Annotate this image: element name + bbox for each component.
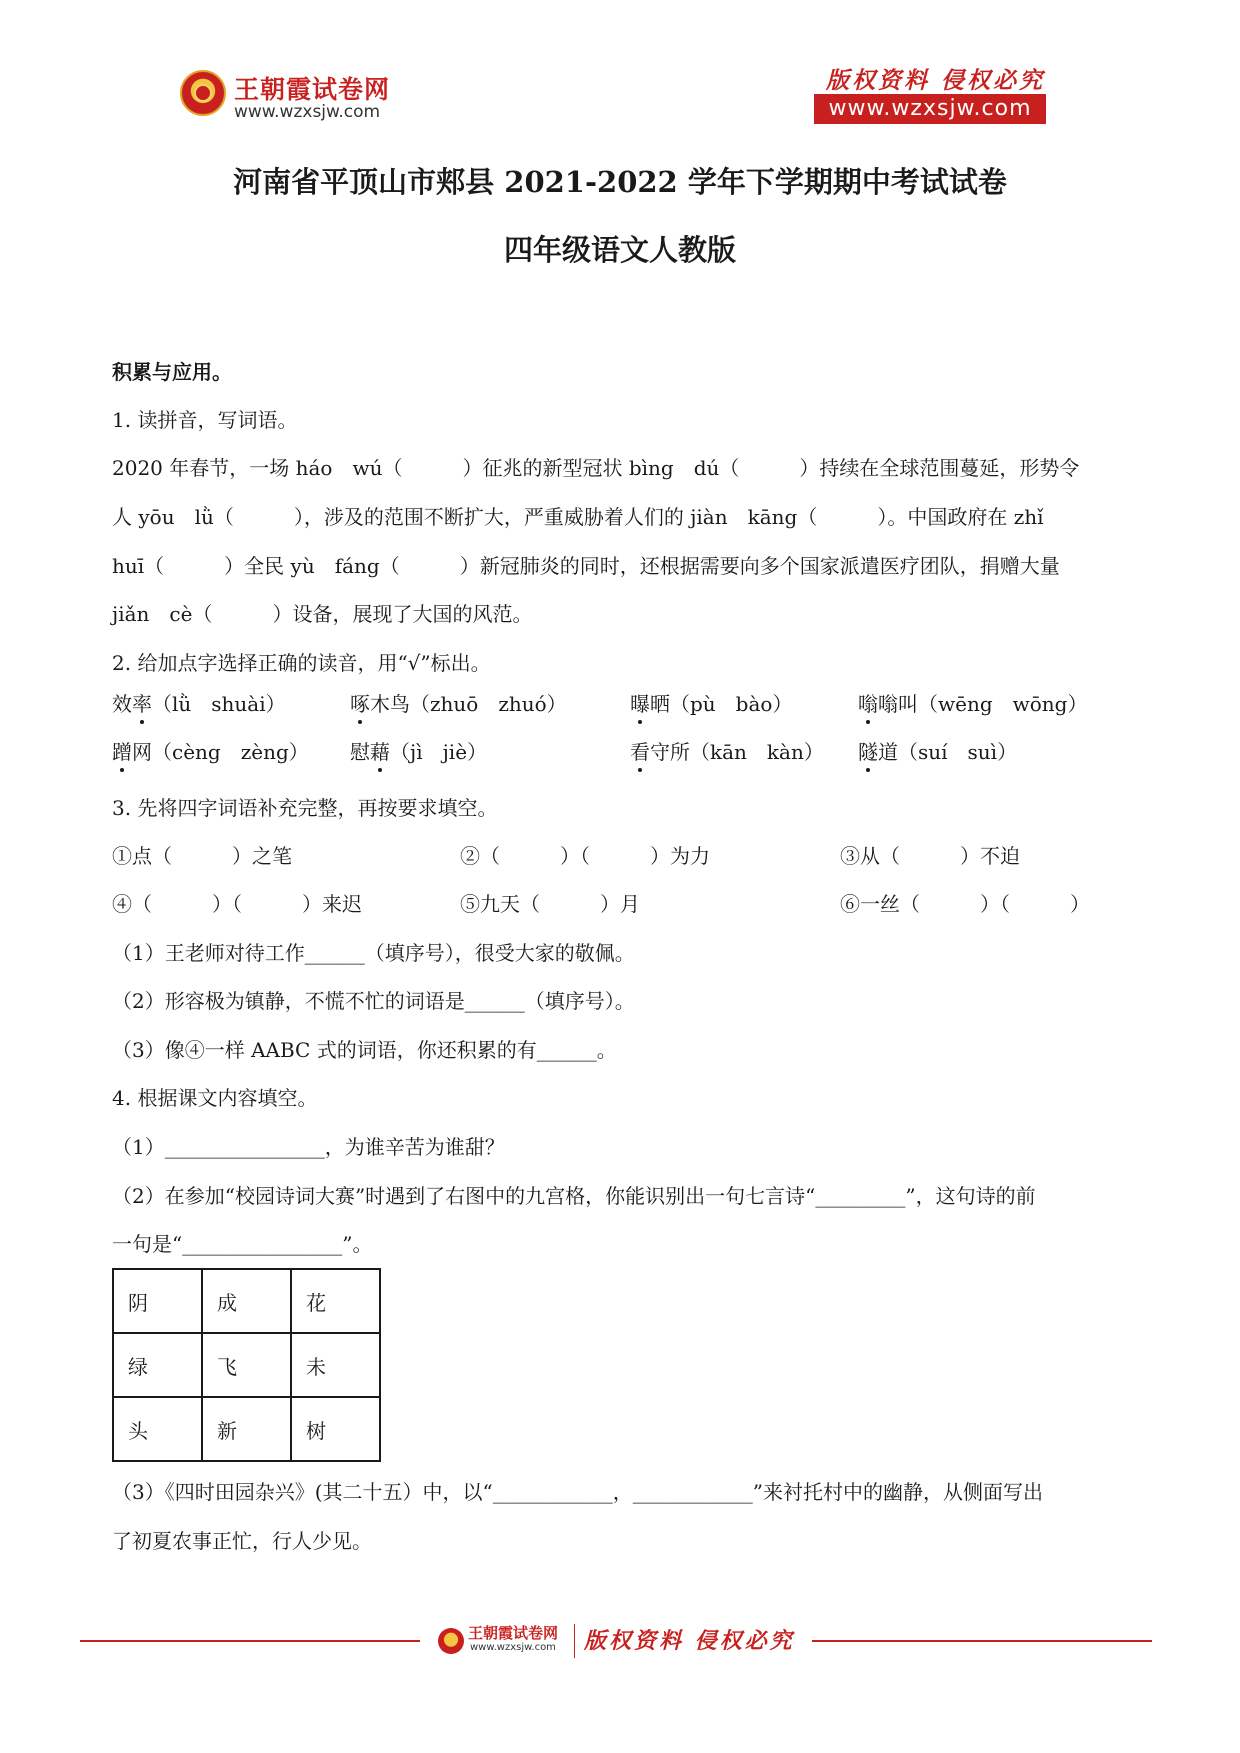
footer-divider: [812, 1640, 1152, 1642]
idiom-item: ②（ ）（ ）为力: [460, 844, 710, 868]
q3-sub: （3）像④一样 AABC 式的词语，你还积累的有______。: [112, 1038, 617, 1062]
footer-logo-url: www.wzxsjw.com: [470, 1642, 556, 1653]
q2-item: 曝晒（pù bào）: [630, 688, 792, 717]
q2-item: 隧道（suí suì）: [858, 736, 1017, 765]
q2-item: 蹭网（cèng zèng）: [112, 736, 309, 765]
exam-subtitle: 四年级语文人教版: [503, 233, 736, 267]
footer-logo-icon: [438, 1628, 464, 1654]
logo-name: 王朝霞试卷网: [234, 75, 391, 104]
footer-separator: [574, 1624, 575, 1658]
q4-sub: 一句是“________________”。: [112, 1232, 373, 1256]
q4-sub: （3）《四时田园杂兴》(其二十五）中，以“____________，____________”来衬托村中的幽静，从侧面写出: [112, 1480, 1043, 1504]
q1-line: jiǎn cè（ ）设备，展现了大国的风范。: [112, 602, 533, 626]
q2-heading: 2. 给加点字选择正确的读音，用“√”标出。: [112, 651, 491, 675]
footer-copyright: 版权资料 侵权必究: [584, 1628, 795, 1654]
dotted-char: 嗡: [858, 688, 878, 717]
idiom-item: ⑥一丝（ ）（ ）: [840, 892, 1090, 916]
q1-line: huī（ ）全民 yù fáng（ ）新冠肺炎的同时，还根据需要向多个国家派遣医疗团队，捐赠大量: [112, 554, 1060, 578]
dotted-char: 隧: [858, 736, 878, 765]
footer-divider: [80, 1640, 420, 1642]
q1-heading: 1. 读拼音，写词语。: [112, 408, 298, 432]
q2-item: 慰藉（jì jiè）: [350, 736, 487, 765]
logo-url: www.wzxsjw.com: [234, 102, 381, 122]
footer-logo-name: 王朝霞试卷网: [468, 1624, 559, 1642]
grid-cell: 成: [202, 1269, 291, 1333]
q2-item: 效率（lǜ shuài）: [112, 688, 286, 717]
q4-heading: 4. 根据课文内容填空。: [112, 1086, 318, 1110]
idiom-item: ⑤九天（ ）月: [460, 892, 640, 916]
q4-sub: （1）________________，为谁辛苦为谁甜？: [112, 1135, 505, 1159]
dotted-char: 啄: [350, 688, 370, 717]
dotted-char: 曝: [630, 688, 650, 717]
logo-emblem-icon: [180, 70, 226, 116]
idiom-item: ①点（ ）之笔: [112, 844, 292, 868]
q1-line: 2020 年春节，一场 háo wú（ ）征兆的新型冠状 bìng dú（ ）持续在全球范围蔓延，形势令: [112, 456, 1080, 480]
copyright-notice: 版权资料 侵权必究: [826, 67, 1046, 94]
idiom-item: ④（ ）（ ）来迟: [112, 892, 362, 916]
q2-item: 啄木鸟（zhuō zhuó）: [350, 688, 567, 717]
exam-title: 河南省平顶山市郏县 2021-2022 学年下学期期中考试试卷: [233, 165, 1007, 199]
grid-cell: 飞: [202, 1333, 291, 1397]
grid-cell: 绿: [113, 1333, 202, 1397]
q2-item: 看守所（kān kàn）: [630, 736, 824, 765]
idiom-item: ③从（ ）不迫: [840, 844, 1020, 868]
dotted-char: 看: [630, 736, 650, 765]
grid-cell: 阴: [113, 1269, 202, 1333]
nine-square-grid: [112, 1268, 381, 1462]
q3-heading: 3. 先将四字词语补充完整，再按要求填空。: [112, 796, 498, 820]
grid-cell: 头: [113, 1397, 202, 1461]
section-heading: 积累与应用。: [112, 360, 232, 384]
q2-item: 嗡嗡叫（wēng wōng）: [858, 688, 1087, 717]
q1-line: 人 yōu lǜ（ ），涉及的范围不断扩大，严重威胁着人们的 jiàn kāng（ ）。中国政府在 zhǐ: [112, 505, 1044, 529]
grid-cell: 新: [202, 1397, 291, 1461]
dotted-char: 率: [132, 688, 152, 717]
url-banner: www.wzxsjw.com: [814, 94, 1046, 124]
dotted-char: 藉: [370, 736, 390, 765]
grid-cell: 树: [291, 1397, 380, 1461]
q4-sub: （2）在参加“校园诗词大赛”时遇到了右图中的九宫格，你能识别出一句七言诗“_________”，这句诗的前: [112, 1184, 1036, 1208]
grid-cell: 未: [291, 1333, 380, 1397]
q3-sub: （1）王老师对待工作______（填序号），很受大家的敬佩。: [112, 941, 635, 965]
dotted-char: 蹭: [112, 736, 132, 765]
q3-sub: （2）形容极为镇静，不慌不忙的词语是______（填序号）。: [112, 989, 635, 1013]
q4-sub: 了初夏农事正忙，行人少见。: [112, 1529, 372, 1553]
grid-cell: 花: [291, 1269, 380, 1333]
